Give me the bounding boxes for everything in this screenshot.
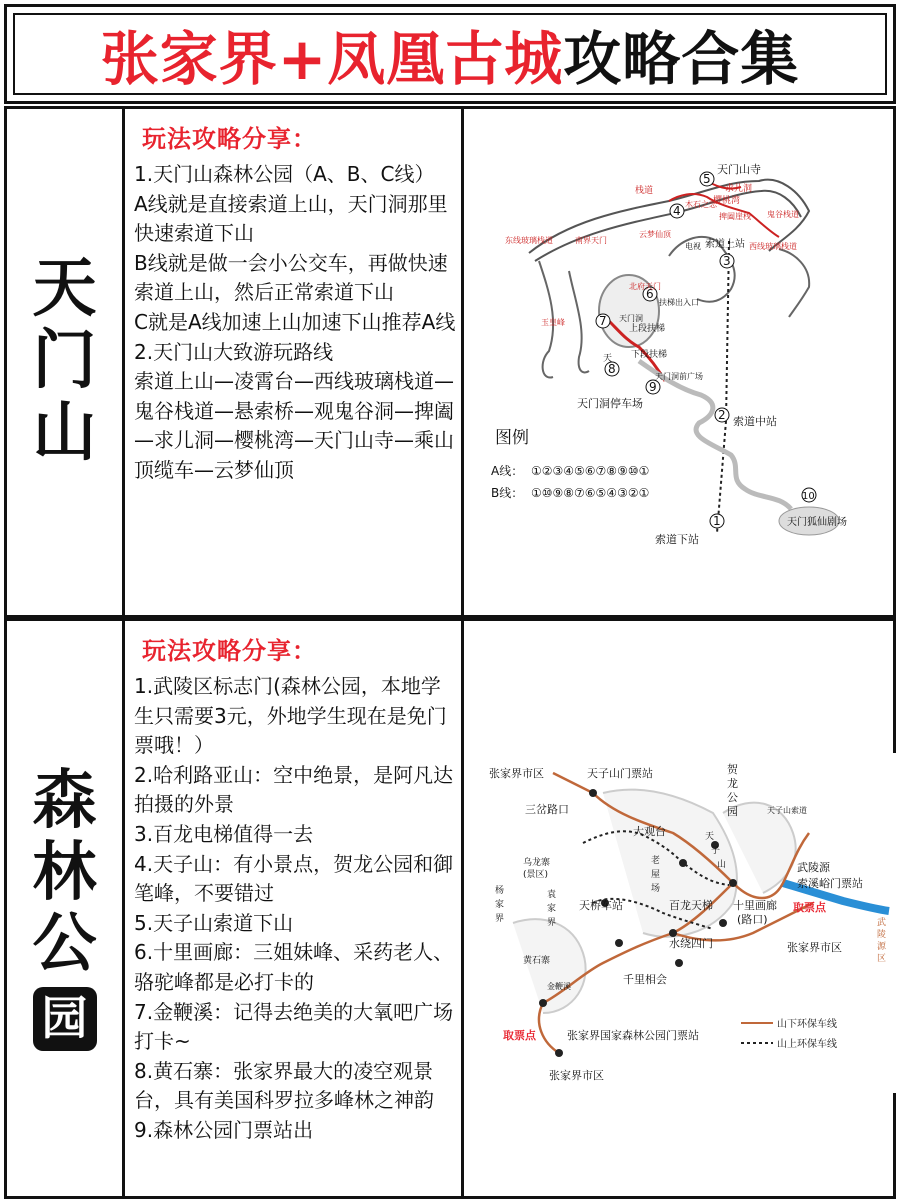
text-line: 2.哈利路亚山：空中绝景，是阿凡达拍摄的外景 <box>134 762 454 817</box>
tm-label: 北府天门 <box>629 282 661 291</box>
fm-label: 金鞭溪 <box>547 982 571 991</box>
tianmen-heading: 玩法攻略分享： <box>142 125 317 153</box>
tm-label: 捭阖崖栈 <box>719 212 751 221</box>
fm-label: 索溪峪门票站 <box>797 877 863 890</box>
fm-label: 乌龙寨 <box>523 858 551 868</box>
fm-label: 子 <box>711 846 721 856</box>
tm-label: 下段扶梯 <box>631 350 668 360</box>
fm-label: 三岔路口 <box>525 803 569 816</box>
fm-label: 天 <box>705 832 715 842</box>
tm-num-7: 7 <box>599 314 607 328</box>
fm-label: 园 <box>727 805 738 818</box>
tm-label: 天 <box>603 354 613 364</box>
fm-label: 武陵源 <box>797 861 830 874</box>
tm-num-5: 5 <box>703 172 711 186</box>
fm-label: 山 <box>717 860 727 870</box>
text-line: 7.金鞭溪：记得去绝美的大氧吧广场打卡~ <box>134 999 454 1054</box>
text-line: 5.天子山索道下山 <box>134 910 294 935</box>
forest-body <box>134 672 457 1146</box>
fm-label: 区 <box>877 954 887 964</box>
fm-label: 取票点 <box>793 901 826 914</box>
text-line: 4.天子山：有小景点，贺龙公园和御笔峰，不要错过 <box>134 851 454 906</box>
tm-num-9: 9 <box>649 380 657 394</box>
fm-label: (景区) <box>523 870 549 880</box>
fm-label: 界 <box>495 914 505 924</box>
text-line: C就是A线加速上山加速下山推荐A线 <box>134 309 456 334</box>
fm-label: 场 <box>651 884 661 894</box>
text-line: 6.十里画廊：三姐妹峰、采药老人、骆驼峰都是必打卡的 <box>134 940 454 994</box>
side-char: 门 <box>32 324 97 399</box>
tm-label: 电视 <box>685 242 701 251</box>
forest-map <box>483 753 897 1093</box>
tm-num-4: 4 <box>673 204 681 218</box>
tm-label: 东线玻璃栈道 <box>505 236 553 245</box>
fm-label: 家 <box>495 900 505 910</box>
tianmen-map <box>479 161 891 563</box>
fm-label: 张家界市区 <box>787 941 842 954</box>
fm-label: 武 <box>877 918 887 928</box>
text-line: 1.天门山森林公园（A、B、C线） <box>134 162 435 186</box>
fm-label: 老 <box>651 856 661 866</box>
fm-label: 袁 <box>547 890 557 900</box>
fm-label: 水绕四门 <box>669 937 713 950</box>
tm-num-8: 8 <box>608 362 616 376</box>
title-red-part: 张家界+凤凰古城 <box>100 25 564 93</box>
tm-label: 云梦仙顶 <box>639 230 671 239</box>
fm-label: 黄石寨 <box>523 956 551 966</box>
tm-label: 樱桃湾 <box>713 196 741 206</box>
tm-label: 玉皇峰 <box>541 318 565 327</box>
forest-text <box>128 621 464 1196</box>
fm-label: 杨 <box>495 886 505 896</box>
tm-num-6: 6 <box>646 287 654 301</box>
tm-label: 上段扶梯 <box>629 324 666 334</box>
tm-label: 索道中站 <box>733 415 777 428</box>
tm-label: 鬼谷栈道 <box>767 210 799 219</box>
tm-label: 索道下站 <box>655 533 699 546</box>
page-title <box>101 12 800 96</box>
tianmen-map-column <box>467 109 893 615</box>
fm-label: 家 <box>547 904 557 914</box>
fm-label: 十里画廊 <box>733 899 777 912</box>
tm-label: 西线玻璃栈道 <box>749 242 797 251</box>
tm-label: 索道上站 <box>705 239 745 250</box>
tm-num-2: 2 <box>718 408 726 422</box>
section-tianmen <box>4 106 896 618</box>
fm-label: 屋 <box>651 870 661 880</box>
text-line: 1.武陵区标志门(森林公园，本地学生只需要3元，外地学生现在是免门票哦！） <box>134 674 447 758</box>
side-char-boxed: 园 <box>33 987 97 1051</box>
text-line: A线就是直接索道上山，天门洞那里快速索道下山 <box>134 191 448 246</box>
tianmen-text <box>128 109 464 615</box>
forest-heading: 玩法攻略分享： <box>142 637 317 665</box>
text-line: 8.黄石寨：张家界最大的凌空观景台，具有美国科罗拉多峰林之神韵 <box>134 1058 434 1113</box>
side-char: 山 <box>32 395 97 470</box>
fm-legend-lower: 山下环保车线 <box>777 1019 837 1030</box>
tm-label: 南界天门 <box>575 236 607 245</box>
fm-legend-upper: 山上环保车线 <box>777 1039 837 1050</box>
title-black-part: 攻略合集 <box>563 25 800 93</box>
fm-label: 天子山门票站 <box>587 767 653 780</box>
fm-label: 陵 <box>877 930 887 940</box>
tm-label: 扶梯出入口 <box>659 298 699 307</box>
side-label-tianmen <box>7 109 125 615</box>
tianmen-body <box>134 160 457 486</box>
side-label-forest <box>7 621 125 1196</box>
fm-label: 天桥车站 <box>579 899 623 912</box>
fm-label: 贺 <box>727 763 738 776</box>
section-forest <box>4 618 896 1199</box>
tm-label: 天门洞停车场 <box>577 397 643 410</box>
tm-legend-title: 图例 <box>495 428 529 448</box>
tm-legend-b: ①⑩⑨⑧⑦⑥⑤④③②① <box>531 486 650 500</box>
forest-map-column <box>467 621 893 1196</box>
side-char: 天 <box>32 252 97 327</box>
tm-label: 天门洞前广场 <box>655 372 703 381</box>
tm-legend-a: ①②③④⑤⑥⑦⑧⑨⑩① <box>531 464 650 478</box>
tm-label: 求儿洞 <box>725 184 753 194</box>
side-char: 森 <box>32 763 97 838</box>
fm-label: 张家界市区 <box>489 767 544 780</box>
tm-label: 天门狐仙剧场 <box>787 517 847 528</box>
side-char: 公 <box>32 907 97 982</box>
text-line: B线就是做一会小公交车，再做快速索道上山，然后正常索道下山 <box>134 250 448 305</box>
fm-label: 大观台 <box>633 825 666 838</box>
fm-label: 天子山索道 <box>767 806 807 815</box>
fm-label: 张家界国家森林公园门票站 <box>567 1029 699 1042</box>
fm-label: 张家界市区 <box>549 1069 604 1082</box>
text-line: 2.天门山大致游玩路线 <box>134 339 334 364</box>
fm-label: (路口) <box>737 913 768 926</box>
side-char: 林 <box>32 835 97 910</box>
fm-label: 公 <box>727 791 738 804</box>
title-banner <box>4 4 896 104</box>
fm-label: 龙 <box>727 777 738 790</box>
tm-legend-a-label: A线： <box>491 464 524 478</box>
text-line: 3.百龙电梯值得一去 <box>134 821 314 846</box>
title-inner-border <box>13 13 887 95</box>
fm-label: 百龙天梯 <box>669 899 713 912</box>
fm-label: 界 <box>547 918 557 928</box>
tm-num-3: 3 <box>723 254 731 268</box>
tm-num-10: 10 <box>802 491 815 502</box>
tm-label: 天门山寺 <box>717 163 761 176</box>
tm-legend-b-label: B线： <box>491 486 524 500</box>
text-line: 索道上山—凌霄台—西线玻璃栈道—鬼谷栈道—悬索桥—观鬼谷洞—捭阖—求儿洞—樱桃湾—天门山寺—乘山顶缆车—云梦仙顶 <box>134 369 454 482</box>
tm-label: 木石之恋 <box>685 200 717 209</box>
tm-label: 栈道 <box>635 186 654 196</box>
tm-label: 天门洞 <box>619 314 643 323</box>
text-line: 9.森林公园门票站出 <box>134 1117 314 1142</box>
fm-label: 取票点 <box>503 1029 536 1042</box>
fm-label: 千里相会 <box>623 973 667 986</box>
tm-num-1: 1 <box>713 514 721 528</box>
fm-label: 源 <box>877 942 887 952</box>
